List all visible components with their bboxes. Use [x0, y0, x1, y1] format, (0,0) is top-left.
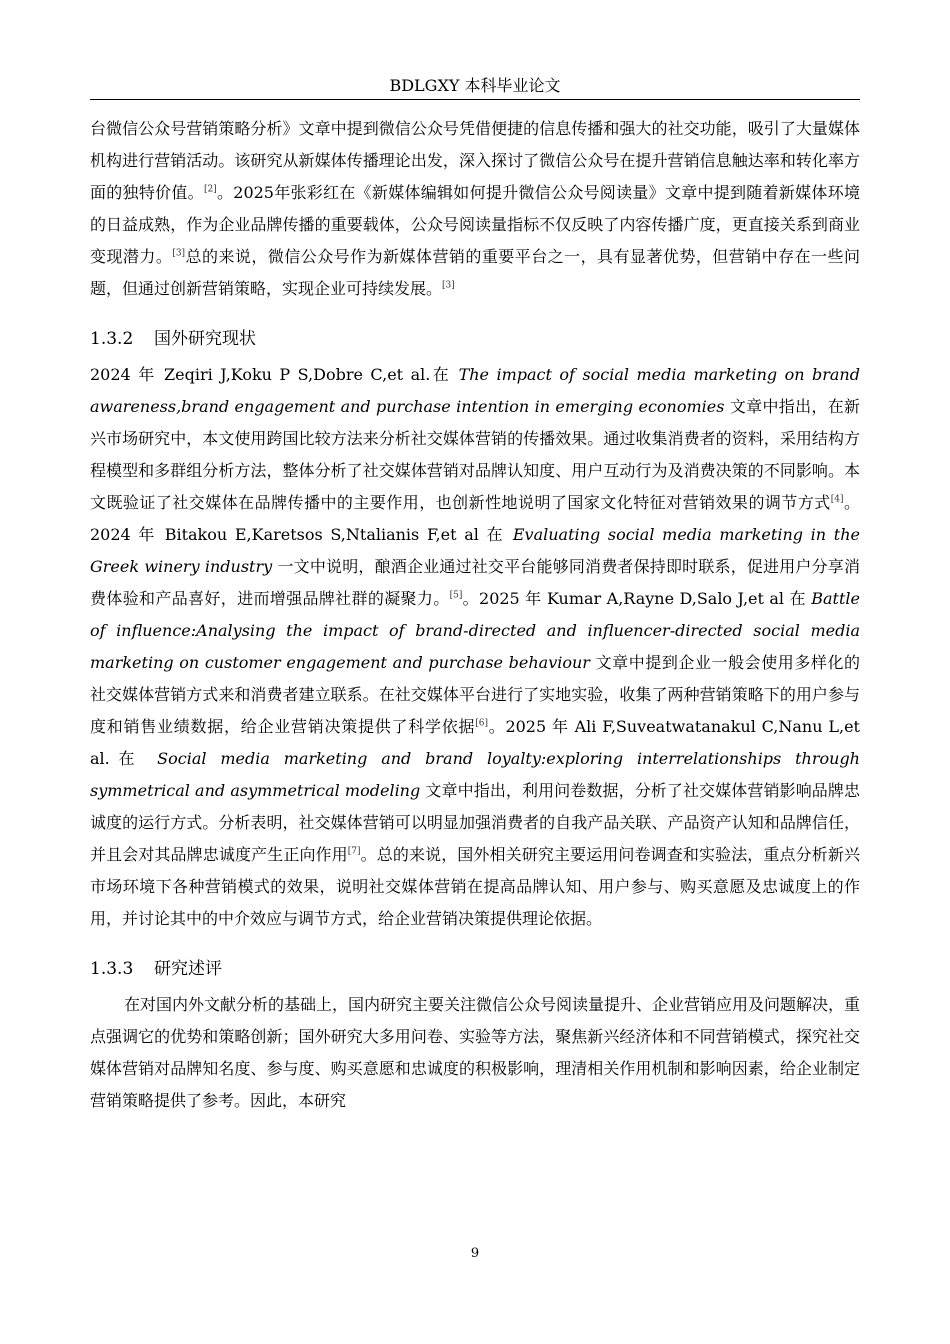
cited-title: Evaluating social media marketing in the Greek winery industry [90, 525, 860, 576]
section-number: 1.3.3 [90, 959, 134, 979]
paragraph-domestic-research [90, 113, 860, 305]
header-rule [90, 99, 860, 100]
text-run: 台微信公众号营销策略分析》文章中提到微信公众号凭借便捷的信息传播和强大的社交功能，吸引了大量媒体机构进行营销活动。该研究从新媒体传播理论出发，深入探讨了微信公众号在提升营销信息触达率和转化率方面的独特价值。 [90, 119, 860, 202]
text-run: 。2025年张彩红在《新媒体编辑如何提升微信公众号阅读量》文章中提到随着新媒体环境的日益成熟，作为企业品牌传播的重要载体，公众号阅读量指标不仅反映了内容传播广度，更直接关系到商业变现潜力。 [90, 183, 860, 266]
citation: [3] [172, 248, 186, 259]
section-number: 1.3.2 [90, 329, 134, 349]
text-run: 总的来说，微信公众号作为新媒体营销的重要平台之一，具有显著优势，但营销中存在一些问题，但通过创新营销策略，实现企业可持续发展。 [90, 247, 860, 298]
text-run: 一文中说明，酿酒企业通过社交平台能够同消费者保持即时联系，促进用户分享消费体验和产品喜好，进而增强品牌社群的凝聚力。 [90, 557, 860, 608]
text-run: 。2025 年 Ali F,Suveatwatanakul C,Nanu L,et al.在 [90, 717, 860, 768]
text-run: 。2024 年 Bitakou E,Karetsos S,Ntalianis F,et al 在 [90, 493, 860, 544]
page-number: 9 [470, 1246, 480, 1261]
citation: [6] [475, 718, 488, 729]
citation: [2] [203, 184, 217, 195]
text-run: 。总的来说，国外相关研究主要运用问卷调查和实验法，重点分析新兴市场环境下各种营销模式的效果，说明社交媒体营销在提高品牌认知、用户参与、购买意愿及忠诚度上的作用，并讨论其中的中介效应与调节方式，给企业营销决策提供理论依据。 [90, 845, 860, 928]
citation: [5] [449, 590, 463, 601]
section-title: 研究述评 [154, 959, 222, 979]
cited-title: Social media marketing and brand loyalty:exploring interrelationships through symmetrical and asymmetrical modeling [90, 749, 860, 800]
cited-title: The impact of social media marketing on brand awareness,brand engagement and purchase intention in emerging economies [90, 365, 860, 416]
section-heading-1-3-3 [90, 957, 860, 981]
section-title: 国外研究现状 [154, 329, 256, 349]
cited-title: Battle of influence:Analysing the impact of brand-directed and influencer-directed social media marketing on customer engagement and purchase behaviour [90, 589, 860, 672]
citation: [3] [442, 280, 455, 291]
text-run: 文章中指出，在新兴市场研究中，本文使用跨国比较方法来分析社交媒体营销的传播效果。通过收集消费者的资料，采用结构方程模型和多群组分析方法，整体分析了社交媒体营销对品牌认知度、用户互动行为及消费决策的不同影响。本文既验证了社交媒体在品牌传播中的主要作用，也创新性地说明了国家文化特征对营销效果的调节方式 [90, 397, 860, 512]
running-header: BDLGXY 本科毕业论文 [389, 76, 561, 95]
text-run: 2024 年 Zeqiri J,Koku P S,Dobre C,et al.在 [90, 365, 459, 384]
paragraph-research-review: 在对国内外文献分析的基础上，国内研究主要关注微信公众号阅读量提升、企业营销应用及问题解决，重点强调它的优势和策略创新；国外研究大多用问卷、实验等方法，聚焦新兴经济体和不同营销模式，探究社交媒体营销对品牌知名度、参与度、购买意愿和忠诚度的积极影响，理清相关作用机制和影响因素，给企业制定营销策略提供了参考。因此，本研究 [90, 995, 861, 1110]
citation: [7] [347, 846, 361, 857]
text-run: 。2025 年 Kumar A,Rayne D,Salo J,et al 在 [462, 589, 812, 608]
page-body [90, 113, 860, 1117]
citation: [4] [830, 494, 844, 505]
paragraph-foreign-research [90, 359, 860, 935]
text-run: 文章中指出，利用问卷数据，分析了社交媒体营销影响品牌忠诚度的运行方式。分析表明，社交媒体营销可以明显加强消费者的自我产品关联、产品资产认知和品牌信任，并且会对其品牌忠诚度产生正向作用 [90, 781, 860, 864]
text-run: 文章中提到企业一般会使用多样化的社交媒体营销方式来和消费者建立联系。在社交媒体平台进行了实地实验，收集了两种营销策略下的用户参与度和销售业绩数据，给企业营销决策提供了科学依据 [90, 653, 860, 736]
section-heading-1-3-2 [90, 327, 860, 351]
